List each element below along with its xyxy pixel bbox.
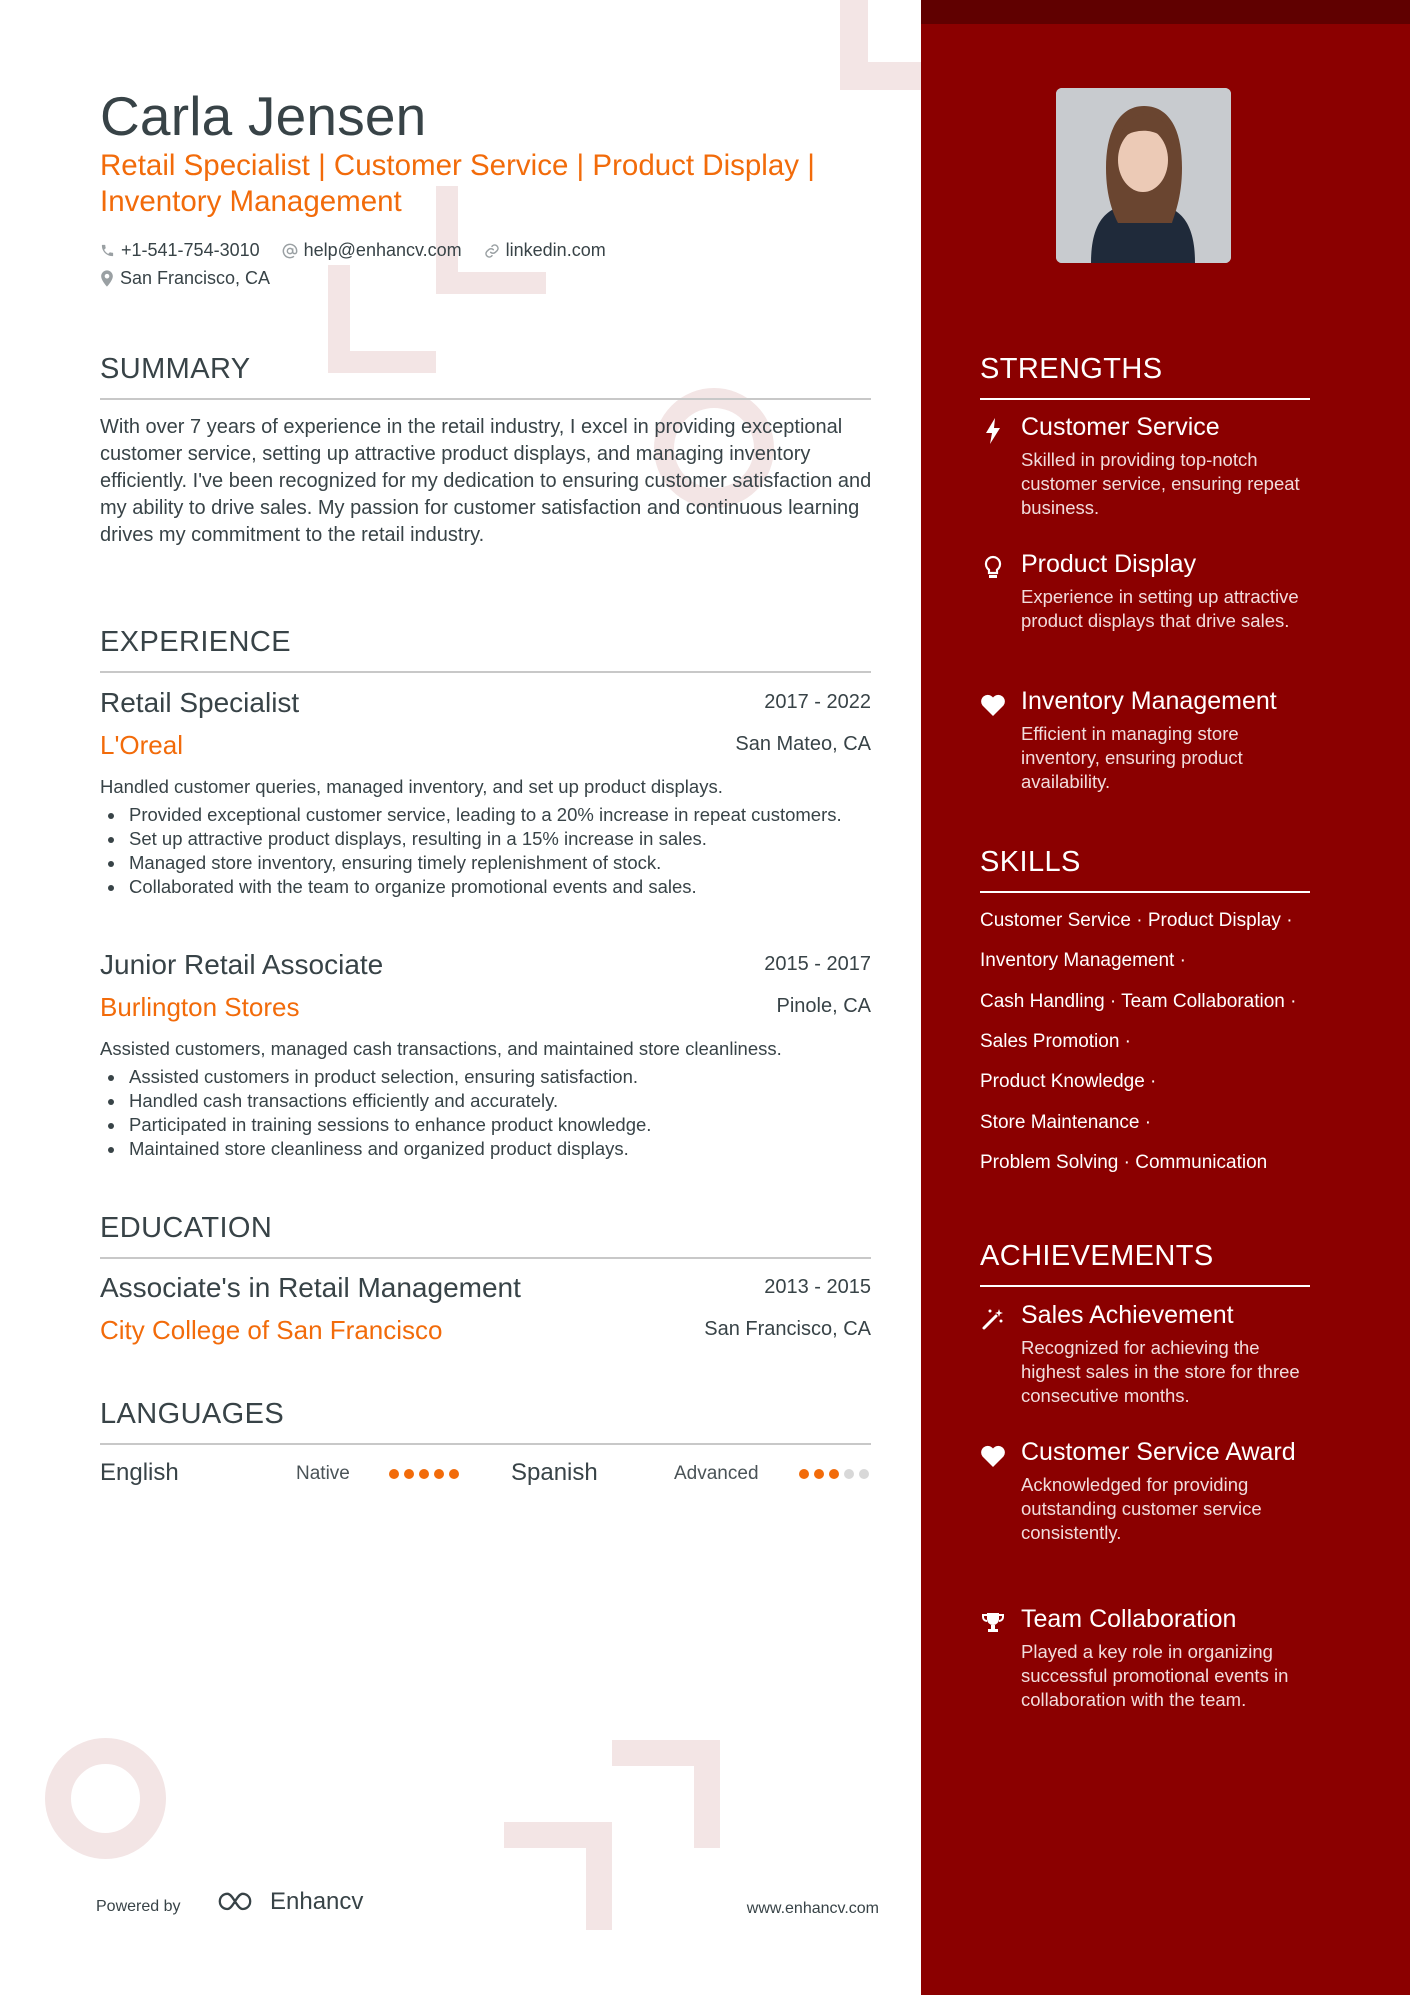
skills-line: Customer Service · Product Display · xyxy=(980,910,1293,931)
link-text[interactable]: linkedin.com xyxy=(505,240,606,260)
skills-line: Product Knowledge · xyxy=(980,1071,1157,1092)
job-description: Assisted customers, managed cash transactions, and maintained store cleanliness. xyxy=(100,1038,782,1059)
contact-row-2 xyxy=(100,268,292,289)
lightbulb-icon xyxy=(980,555,1006,581)
sidebar xyxy=(921,0,1410,1995)
profile-photo-image xyxy=(1056,88,1231,263)
contact-location xyxy=(100,268,270,289)
contact-link[interactable] xyxy=(484,240,606,261)
list-item: Handled cash transactions efficiently and accurately. xyxy=(100,1089,880,1113)
achievement-title: Sales Achievement xyxy=(1021,1301,1234,1329)
strengths-section-title: STRENGTHS xyxy=(980,353,1310,400)
candidate-name: Carla Jensen xyxy=(100,85,427,147)
rating-dot xyxy=(799,1469,809,1479)
summary-section-title: SUMMARY xyxy=(100,353,871,400)
company-name: L'Oreal xyxy=(100,730,184,760)
job-location: Pinole, CA xyxy=(776,995,871,1017)
rating-dot xyxy=(434,1469,444,1479)
education-location: San Francisco, CA xyxy=(704,1318,871,1340)
job-bullets xyxy=(100,803,880,899)
link-icon xyxy=(484,243,500,259)
list-item: Provided exceptional customer service, leading to a 20% increase in repeat customers. xyxy=(100,803,880,827)
education-section-title: EDUCATION xyxy=(100,1212,871,1259)
heart-icon xyxy=(980,1443,1006,1469)
achievement-description: Recognized for achieving the highest sales in the store for three consecutive months. xyxy=(1021,1337,1300,1406)
degree-title: Associate's in Retail Management xyxy=(100,1272,521,1303)
languages-section-title: LANGUAGES xyxy=(100,1398,871,1445)
phone-text: +1-541-754-3010 xyxy=(121,240,260,260)
contact-email[interactable] xyxy=(282,240,462,261)
rating-dot xyxy=(844,1469,854,1479)
achievement-item xyxy=(980,1300,1320,1408)
rating-dot xyxy=(449,1469,459,1479)
rating-dot xyxy=(404,1469,414,1479)
job-title: Junior Retail Associate xyxy=(100,949,384,980)
language-name: English xyxy=(100,1459,179,1486)
footer-powered-by: Powered by xyxy=(96,1898,181,1915)
list-item: Collaborated with the team to organize promotional events and sales. xyxy=(100,875,880,899)
strength-title: Customer Service xyxy=(1021,413,1220,441)
skills-line: Problem Solving · Communication xyxy=(980,1152,1268,1173)
language-name: Spanish xyxy=(511,1459,598,1486)
language-level: Native xyxy=(296,1463,350,1484)
enhancv-logo-text: Enhancv xyxy=(270,1888,364,1915)
list-item: Assisted customers in product selection, ensuring satisfaction. xyxy=(100,1065,880,1089)
strength-item xyxy=(980,686,1320,794)
trophy-icon xyxy=(980,1610,1006,1636)
achievement-title: Team Collaboration xyxy=(1021,1605,1237,1633)
bolt-icon xyxy=(980,418,1006,444)
skills-line: Sales Promotion · xyxy=(980,1031,1132,1052)
achievement-item xyxy=(980,1604,1320,1712)
contact-row xyxy=(100,240,628,261)
rating-dot xyxy=(829,1469,839,1479)
location-text: San Francisco, CA xyxy=(120,268,271,288)
phone-icon xyxy=(100,243,115,258)
job-description: Handled customer queries, managed inventory, and set up product displays. xyxy=(100,776,723,797)
list-item: Participated in training sessions to enhance product knowledge. xyxy=(100,1113,880,1137)
language-level: Advanced xyxy=(674,1463,759,1484)
list-item: Set up attractive product displays, resulting in a 15% increase in sales. xyxy=(100,827,880,851)
achievements-section-title: ACHIEVEMENTS xyxy=(980,1240,1310,1287)
job-bullets xyxy=(100,1065,880,1161)
strength-description: Skilled in providing top-notch customer service, ensuring repeat business. xyxy=(1021,449,1300,518)
job-dates: 2015 - 2017 xyxy=(764,953,871,975)
summary-text: With over 7 years of experience in the retail industry, I excel in providing exceptional customer service, setting up attractive product displays, and managing inventory efficiently. I've been recognized for my dedication to ensuring customer satisfaction and my ability to drive sales. My passion for customer satisfaction and continuous learning drives my commitment to the retail industry. xyxy=(100,416,872,546)
profile-photo xyxy=(1056,88,1231,263)
contact-phone xyxy=(100,240,260,261)
achievement-item xyxy=(980,1437,1320,1545)
skills-line: Store Maintenance · xyxy=(980,1112,1152,1133)
strength-item xyxy=(980,549,1320,633)
enhancv-logo[interactable] xyxy=(214,1888,363,1916)
footer-url[interactable]: www.enhancv.com xyxy=(746,1900,879,1917)
achievement-description: Played a key role in organizing successful promotional events in collaboration with the team. xyxy=(1021,1641,1289,1710)
education-dates: 2013 - 2015 xyxy=(764,1276,871,1298)
heart-icon xyxy=(980,692,1006,718)
rating-dot xyxy=(814,1469,824,1479)
enhancv-logo-icon xyxy=(214,1890,262,1914)
rating-dot xyxy=(389,1469,399,1479)
location-pin-icon xyxy=(100,270,114,287)
language-rating xyxy=(799,1469,874,1479)
at-icon xyxy=(282,243,298,259)
language-rating xyxy=(389,1469,464,1479)
strength-title: Product Display xyxy=(1021,550,1197,578)
list-item: Managed store inventory, ensuring timely replenishment of stock. xyxy=(100,851,880,875)
strength-description: Experience in setting up attractive product displays that drive sales. xyxy=(1021,586,1299,631)
headline: Retail Specialist | Customer Service | Product Display | Inventory Management xyxy=(100,149,815,218)
magic-wand-icon xyxy=(980,1306,1006,1332)
email-text[interactable]: help@enhancv.com xyxy=(303,240,462,260)
skills-line: Inventory Management · xyxy=(980,950,1186,971)
skills-section-title: SKILLS xyxy=(980,846,1310,893)
job-title: Retail Specialist xyxy=(100,687,300,718)
strength-title: Inventory Management xyxy=(1021,687,1277,715)
rating-dot xyxy=(859,1469,869,1479)
company-name: Burlington Stores xyxy=(100,992,300,1022)
rating-dot xyxy=(419,1469,429,1479)
experience-section-title: EXPERIENCE xyxy=(100,626,871,673)
sidebar-top-bar xyxy=(921,0,1410,24)
achievement-title: Customer Service Award xyxy=(1021,1438,1296,1466)
school-name: City College of San Francisco xyxy=(100,1315,443,1345)
strength-item xyxy=(980,412,1320,520)
skills-line: Cash Handling · Team Collaboration · xyxy=(980,991,1297,1012)
achievement-description: Acknowledged for providing outstanding customer service consistently. xyxy=(1021,1474,1262,1543)
job-location: San Mateo, CA xyxy=(735,733,871,755)
list-item: Maintained store cleanliness and organized product displays. xyxy=(100,1137,880,1161)
strength-description: Efficient in managing store inventory, ensuring product availability. xyxy=(1021,723,1243,792)
job-dates: 2017 - 2022 xyxy=(764,691,871,713)
